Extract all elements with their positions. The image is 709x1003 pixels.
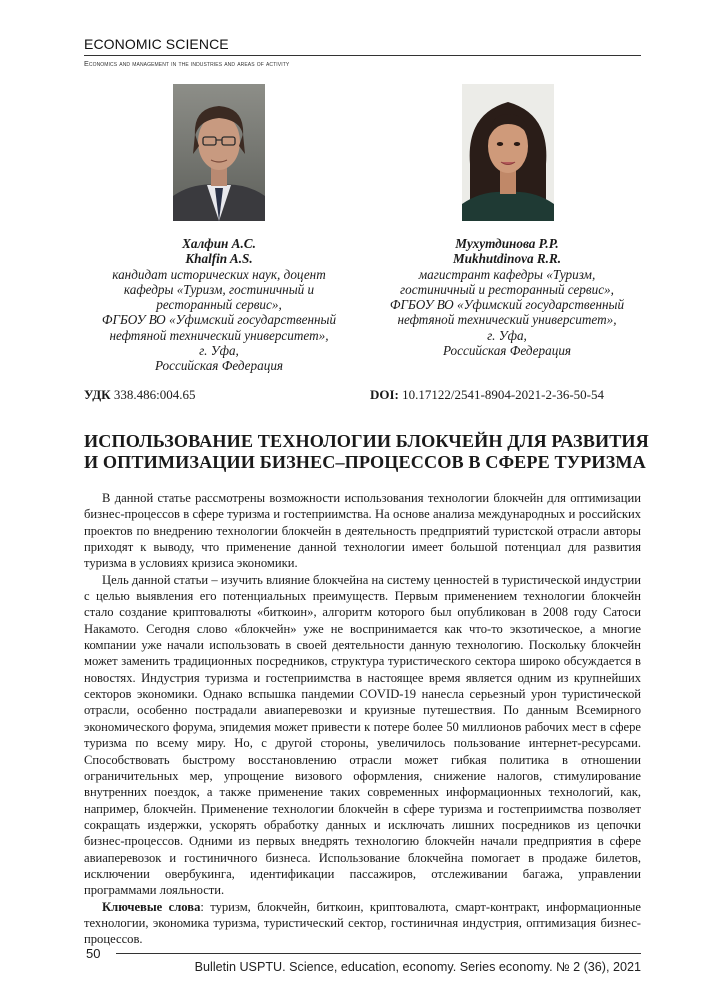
journal-citation: Bulletin USPTU. Science, education, economy. Series economy. № 2 (36), 2021 — [194, 960, 641, 974]
abstract-paragraph: Цель данной статьи – изучить влияние блокчейна на систему ценностей в туристической индустрии с целью выявления его потенциальных преимуществ. Первым применением технологии блокчейн стало создание криптовалюты «биткоин», алгоритм которого был опубликован в 2008 году Сатоси Накамото. Сегодня слово «блокчейн» уже не воспринимается как что-то экзотическое, а многие компании уже начали использовать в своей деятельности данную технологию. Поскольку блокчейн может заменить традиционных посредников, структура туристического сектора широко обсуждается в новостях. Индустрия туризма и гостеприимства в настоящее время является одним из крупнейших секторов экономики. Однако вспышка пандемии COVID-19 нанесла серьезный урон туристической отрасли, особенно пострадали авиаперевозки и круизные путешествия. По данным Всемирного экономического форума, эпидемия может привести к потере более 50 миллионов рабочих мест в сфере туризма по всему миру. Но, с другой стороны, увеличилось пользование интернет-ресурсами. Способствовать быстрому восстановлению отрасли может гибкая политика в отношении ограничительных мер, упрощение визового оформления, снижение налогов, стимулирование внутренних поездок, а также применение таких современных информационных технологий, как, например, блокчейн. Применение технологии блокчейн в сфере туризма и гостеприимства позволяет сокращать издержки, ускорять обработку данных и исключать лишних посредников из цепочки бизнес-процессов. Одними из первых внедрять технологию блокчейн начали предприятия в сфере авиаперевозок и гостиничного бизнеса. Использование блокчейна помогает в продаже билетов, исключении овербукинга, идентификации пассажиров, отслеживании багажа, управлении программами лояльности. — [84, 572, 641, 898]
abstract-paragraph: В данной статье рассмотрены возможности использования технологии блокчейн для оптимизации бизнес-процессов в сфере туризма и гостеприимства. На основе анализа международных и российских проектов по внедрению технологии блокчейн в деятельность предприятий туристской отрасли авторы приходят к выводу, что применение данной технологии имеет большой потенциал для развития туризма в условиях кризиса экономики. — [84, 491, 641, 571]
affiliation-line: г. Уфа, — [199, 343, 239, 359]
affiliation-line: нефтяной технический университет», — [397, 312, 617, 328]
author-block-khalfin — [84, 236, 354, 374]
affiliation-line: ФГБОУ ВО «Уфимский государственный — [389, 297, 625, 313]
affiliation-line: г. Уфа, — [487, 327, 527, 343]
author-name-ru: Мухутдинова Р.Р. — [455, 236, 559, 251]
udc-code — [84, 387, 195, 403]
affiliation-line: гостиничный и ресторанный сервис», — [400, 281, 614, 297]
header-divider — [84, 55, 641, 56]
page-number: 50 — [86, 946, 101, 961]
author-name-ru: Халфин А.С. — [182, 236, 256, 251]
doi-label: DOI: — [370, 387, 399, 402]
udc-value: 338.486:004.65 — [113, 387, 196, 402]
affiliation-line: Российская Федерация — [442, 343, 572, 359]
author-photo-mukhutdinova — [462, 84, 554, 221]
journal-section-title: ECONOMIC SCIENCE — [84, 36, 229, 52]
author-block-mukhutdinova — [372, 236, 642, 358]
keywords-label: Ключевые слова — [102, 899, 201, 914]
footer-divider — [116, 953, 641, 954]
author-photo-khalfin — [173, 84, 265, 221]
keywords-paragraph — [84, 899, 641, 948]
udc-label: УДК — [84, 387, 111, 402]
keywords-list: : туризм, блокчейн, биткоин, криптовалюта, смарт-контракт, информационные технологии, экономика туризма, туристический сектор, гостиничная индустрия, оптимизация бизнес-процессов. — [84, 899, 641, 947]
abstract — [84, 490, 641, 948]
doi-value: 10.17122/2541-8904-2021-2-36-50-54 — [402, 387, 604, 402]
title-line: И ОПТИМИЗАЦИИ БИЗНЕС–ПРОЦЕССОВ В СФЕРЕ ТУРИЗМА — [84, 452, 646, 472]
journal-subsection: Economics and management in the industries and areas of activity — [84, 59, 290, 68]
article-title — [84, 431, 649, 473]
doi-code — [370, 387, 604, 403]
affiliation-line: кандидат исторических наук, доцент — [112, 266, 326, 282]
affiliation-line: ресторанный сервис», — [156, 297, 282, 313]
author-name-en: Mukhutdinova R.R. — [452, 251, 562, 267]
affiliation-line: магистрант кафедры «Туризм, — [418, 266, 596, 282]
affiliation-line: ФГБОУ ВО «Уфимский государственный — [101, 312, 337, 328]
title-line: ИСПОЛЬЗОВАНИЕ ТЕХНОЛОГИИ БЛОКЧЕЙН ДЛЯ РАЗВИТИЯ — [84, 431, 649, 451]
affiliation-line: нефтяной технический университет», — [109, 327, 329, 343]
affiliation-line: Российская Федерация — [154, 358, 284, 374]
affiliation-line: кафедры «Туризм, гостиничный и — [123, 281, 315, 297]
author-name-en: Khalfin A.S. — [185, 251, 253, 267]
